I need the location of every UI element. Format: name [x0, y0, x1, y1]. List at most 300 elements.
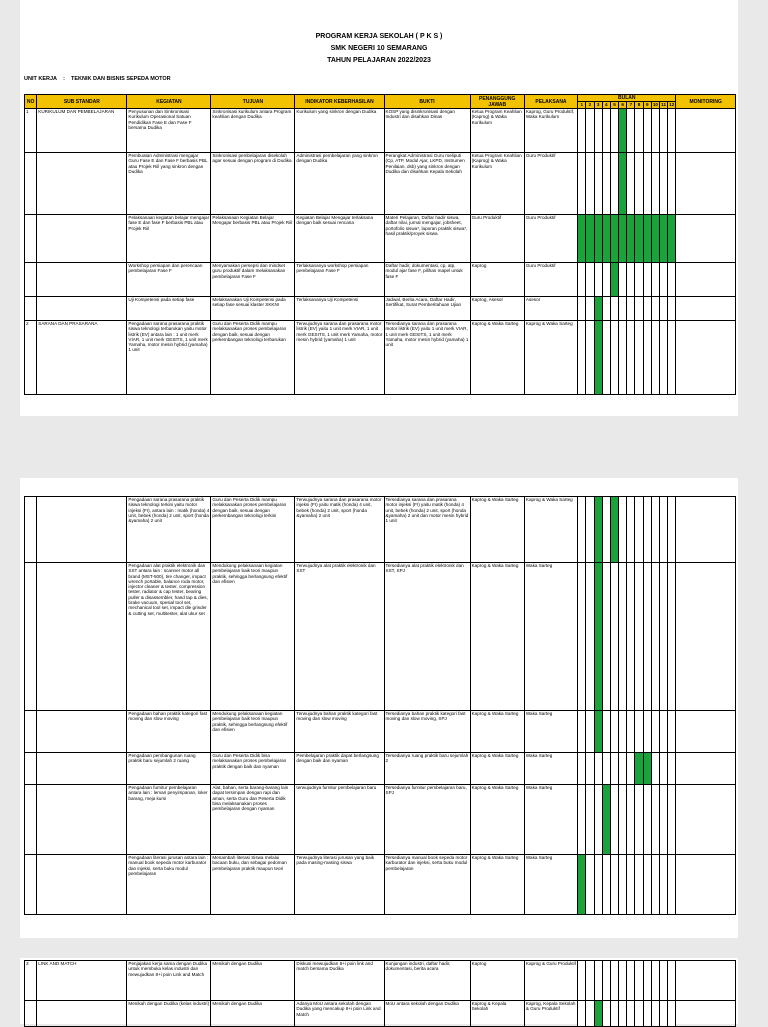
month-cell	[643, 785, 651, 855]
cell-sub-standar	[37, 215, 127, 263]
doc-title-line-2: SMK NEGERI 10 SEMARANG	[330, 45, 428, 52]
table-row	[25, 1001, 736, 1027]
cell-indikator: Pembelajaran praktik dapat berlangsung dengan baik dan nyaman	[295, 753, 384, 785]
cell-kegiatan: Pengadaan furnitur pembelajaran antara lain : lemari penyimpanan, loker barang, meja kursi	[127, 785, 211, 855]
month-cell	[619, 263, 627, 297]
cell-no: 3	[25, 961, 37, 1001]
cell-sub-standar	[37, 297, 127, 321]
month-cell	[586, 711, 594, 753]
cell-monitoring	[676, 785, 736, 855]
cell-penanggung-jawab: Kaprog & Waka Sarteg	[470, 785, 524, 855]
cell-indikator: Terwujudnya sarana dan prasarana motor injeksi (FI) yaitu matik (honda) 4 unit, bebek (honda) 2 unit, sport (honda &yamaha) 2 unit	[295, 497, 384, 563]
month-cell	[578, 297, 586, 321]
month-cell	[610, 297, 618, 321]
month-cell	[651, 1001, 659, 1027]
cell-tujuan: Melaksanakan Uji Kompetensi pada setiap fase sesuai klaster SKKNI	[211, 297, 295, 321]
month-cell	[627, 711, 635, 753]
month-cell	[635, 497, 643, 563]
month-cell	[668, 563, 676, 711]
header-indikator: INDIKATOR KEBERHASILAN	[295, 95, 384, 109]
table-row	[25, 855, 736, 915]
cell-sub-standar: KURIKULUM DAN PEMBELAJARAN	[37, 109, 127, 153]
month-cell	[602, 109, 610, 153]
month-cell	[668, 297, 676, 321]
header-tujuan: TUJUAN	[211, 95, 295, 109]
month-cell	[619, 497, 627, 563]
month-cell	[660, 109, 668, 153]
month-cell	[578, 1001, 586, 1027]
cell-tujuan: Menambah literasi Siswa melalui bacaan buku, dan sebagai pedoman pembelajaran praktik maupun teori	[211, 855, 295, 915]
month-cell	[668, 961, 676, 1001]
month-cell	[635, 563, 643, 711]
month-cell-active	[651, 215, 659, 263]
month-header-12: 12	[669, 102, 675, 107]
table-row	[25, 109, 736, 153]
month-cell	[651, 153, 659, 215]
month-cell-active	[619, 153, 627, 215]
month-cell	[660, 1001, 668, 1027]
cell-bukti: Kunjungan industri, daftar hadir, dokumentasi, berita acara	[384, 961, 470, 1001]
cell-kegiatan: Pengadaan pembangunan ruang praktik baru sejumlah 2 ruang	[127, 753, 211, 785]
cell-monitoring	[676, 263, 736, 297]
month-cell	[668, 497, 676, 563]
month-cell-active	[594, 497, 602, 563]
unit-value: TEKNIK DAN BISNIS SEPEDA MOTOR	[71, 76, 171, 82]
month-header-8: 8	[635, 102, 643, 109]
cell-pelaksana: Waka Sarteg	[524, 563, 577, 711]
cell-kegiatan: Pelaksanaan kegiatan belajar mengajar fase E dan fase F berbasis PBL atau Projek Riil	[127, 215, 211, 263]
table-row	[25, 297, 736, 321]
cell-bukti: Perangkat Administrasi Guru meliputi (Cp, ATP, Modul Ajar, LKPD, Instrumen Penilaian, dsb) yang sinkron dengan Dudika dan disahkan Kepala Sekolah	[384, 153, 470, 215]
cell-pelaksana: Guru Produktif	[524, 263, 577, 297]
cell-tujuan: Alat, bahan, serta barang-barang lain dapat tersimpan dengan rapi dan aman, serta Guru dan Peserta Didik bisa melaksanakan proses pembelajaran dengan nyaman	[211, 785, 295, 855]
cell-monitoring	[676, 855, 736, 915]
cell-sub-standar	[37, 1001, 127, 1027]
month-cell	[643, 563, 651, 711]
month-cell	[660, 855, 668, 915]
month-cell	[594, 109, 602, 153]
cell-kegiatan: Menikah dengan Dudika (kelas industri)	[127, 1001, 211, 1027]
month-header-4: 4	[602, 102, 610, 109]
header-penanggung: PENANGGUNG JAWAB	[470, 95, 524, 109]
cell-penanggung-jawab: Kaprog	[470, 263, 524, 297]
pks-table-part-1	[24, 94, 736, 395]
month-cell-active	[610, 263, 618, 297]
month-cell-active	[594, 297, 602, 321]
month-cell-active	[586, 215, 594, 263]
header-sub-standar: SUB STANDAR	[37, 95, 127, 109]
cell-tujuan: Menikah dengan Dudika	[211, 961, 295, 1001]
cell-tujuan: Guru dan Peserta Didik mampu melaksanakan proses pembelajaran dengan baik, sesuai dengan perkembangan teknologi terbarukan	[211, 321, 295, 395]
month-cell	[602, 1001, 610, 1027]
cell-tujuan: Pelaksanaan Kegiatan Belajar Mengajar berbasis PBL atau Projek Riil	[211, 215, 295, 263]
month-cell	[586, 297, 594, 321]
month-cell-active	[602, 215, 610, 263]
cell-kegiatan: Pengadaan literasi jurusan antara lain : manual book sepeda motor karburator dan injeksi, serta buku modul pembelajaran	[127, 855, 211, 915]
month-cell	[643, 297, 651, 321]
cell-monitoring	[676, 961, 736, 1001]
month-cell	[610, 711, 618, 753]
cell-monitoring	[676, 497, 736, 563]
month-cell	[643, 711, 651, 753]
month-cell-active	[578, 215, 586, 263]
month-header-5: 5	[610, 102, 618, 109]
cell-tujuan: Mendukung pelaksanaan kegiatan pembelajaran baik teori maupun praktik, sehingga berlangsung efektif dan efisien	[211, 711, 295, 753]
month-cell	[610, 753, 618, 785]
month-cell	[602, 263, 610, 297]
pks-grid	[24, 94, 736, 395]
month-header-6: 6	[619, 102, 627, 109]
cell-bukti: MoU antara sekolah dengan Dudika	[384, 1001, 470, 1027]
month-header-1: 1	[578, 102, 586, 109]
cell-sub-standar	[37, 563, 127, 711]
month-cell	[651, 961, 659, 1001]
month-cell	[660, 961, 668, 1001]
month-cell	[602, 855, 610, 915]
month-cell	[602, 961, 610, 1001]
cell-monitoring	[676, 109, 736, 153]
month-cell	[602, 497, 610, 563]
header-no: NO	[25, 95, 37, 109]
cell-bukti: Materi Pelajaran, Daftar hadir siswa, daftar nilai, jurnal mengajar, jobsheet, portofolio siswa*, laporan praktik siswa*, hasil praktik/proyek siswa	[384, 215, 470, 263]
month-cell	[594, 855, 602, 915]
cell-kegiatan: Pembuatan Administrasi mengajar Guru Fase E dan Fase F berbasis PBL atau Projek Riil yang sinkron dengan Dudika	[127, 153, 211, 215]
table-row	[25, 321, 736, 395]
header-monitoring: MONITORING	[676, 95, 736, 109]
cell-sub-standar	[37, 497, 127, 563]
month-cell	[594, 263, 602, 297]
pks-table-part-3	[24, 960, 736, 1027]
cell-pelaksana: Waka Sarteg	[524, 785, 577, 855]
month-header-9: 9	[643, 102, 651, 109]
month-cell	[610, 961, 618, 1001]
cell-bukti: Tersedianya sarana dan prasarana motor listrik (EV) yaitu 1 unit merk VIAR, 1 unit merk GESITS, 1 unit merk Yamaha, motor mesin hybrid (yamaha) 1 unit	[384, 321, 470, 395]
cell-no: 1	[25, 109, 37, 153]
month-cell	[627, 855, 635, 915]
cell-indikator: Terlaksananya workshop persiapan pembelajaran Fase F	[295, 263, 384, 297]
month-cell	[578, 153, 586, 215]
month-cell	[602, 153, 610, 215]
month-cell	[610, 785, 618, 855]
month-cell	[643, 497, 651, 563]
table-row	[25, 263, 736, 297]
month-cell	[610, 153, 618, 215]
cell-pelaksana: Waka Sarteg	[524, 855, 577, 915]
cell-bukti: Tersedianya furnitur pembelajaran baru, SPJ	[384, 785, 470, 855]
header-bulan: BULAN	[578, 95, 676, 102]
cell-monitoring	[676, 753, 736, 785]
cell-indikator: Terwujudnya alat praktik elektronik dan SST	[295, 563, 384, 711]
month-cell	[586, 153, 594, 215]
month-cell	[651, 563, 659, 711]
month-cell	[635, 321, 643, 395]
pks-table-part-2	[24, 496, 736, 915]
cell-no	[25, 785, 37, 855]
month-cell-active	[627, 215, 635, 263]
month-cell	[635, 855, 643, 915]
month-cell	[627, 263, 635, 297]
cell-kegiatan: Pengadaan bahan praktik kategori fast moving dan slow moving	[127, 711, 211, 753]
month-cell-active	[660, 215, 668, 263]
cell-sub-standar	[37, 263, 127, 297]
month-cell	[586, 753, 594, 785]
doc-title-line-3: TAHUN PELAJARAN 2022/2023	[327, 57, 431, 64]
month-cell	[627, 785, 635, 855]
month-cell	[668, 263, 676, 297]
month-cell	[643, 1001, 651, 1027]
header-bukti: BUKTI	[384, 95, 470, 109]
month-cell	[651, 321, 659, 395]
cell-monitoring	[676, 215, 736, 263]
header-kegiatan: KEGIATAN	[127, 95, 211, 109]
cell-sub-standar	[37, 785, 127, 855]
cell-sub-standar: SARANA DAN PRASARANA	[37, 321, 127, 395]
month-cell-active	[578, 855, 586, 915]
month-cell	[627, 1001, 635, 1027]
cell-pelaksana: Waka Sarteg	[524, 753, 577, 785]
cell-indikator: Kurikulum yang sinkron dengan Dudika	[295, 109, 384, 153]
month-cell	[635, 153, 643, 215]
table-row	[25, 497, 736, 563]
header-row	[25, 95, 736, 102]
pks-grid	[24, 960, 736, 1027]
cell-sub-standar	[37, 153, 127, 215]
month-cell	[643, 109, 651, 153]
cell-kegiatan: Pengadaan sarana prasarana praktik siswa teknologi terbarukan yaitu motor listrik (EV) antara lain : 1 unit merk VIAR, 1 unit merk GESITS, 1 unit merk Yamaha, motor mesin hybrid (yamaha) 1 unit	[127, 321, 211, 395]
unit-separator: :	[63, 76, 65, 82]
cell-indikator: Terwujudnya bahan praktik kategori fast moving dan slow moving	[295, 711, 384, 753]
month-header-2: 2	[586, 102, 594, 109]
month-cell	[586, 263, 594, 297]
month-cell	[594, 785, 602, 855]
month-cell	[651, 497, 659, 563]
cell-penanggung-jawab: Ketua Program Keahlian (Kaprog) & Waka Kurikulum	[470, 153, 524, 215]
month-cell	[651, 855, 659, 915]
month-cell	[627, 297, 635, 321]
cell-monitoring	[676, 153, 736, 215]
month-cell	[578, 321, 586, 395]
month-header-3: 3	[594, 102, 602, 109]
month-cell	[643, 153, 651, 215]
cell-monitoring	[676, 297, 736, 321]
cell-kegiatan: Penjajakan kerja sama dengan Dudika untuk membuka kelas industri dan mewujudkan 8+i poin Link and Match	[127, 961, 211, 1001]
cell-no	[25, 753, 37, 785]
month-cell	[660, 497, 668, 563]
cell-monitoring	[676, 321, 736, 395]
month-cell-active	[610, 497, 618, 563]
month-cell	[668, 321, 676, 395]
month-cell	[578, 263, 586, 297]
cell-kegiatan: Pengadaan sarana prasarana praktik siswa teknologi terkini yaitu motor injeksi (FI), antara lain : matik (honda) 4 unit, bebek (honda) 2 unit, sport (honda &yamaha) 2 unit	[127, 497, 211, 563]
table-row	[25, 711, 736, 753]
unit-label: UNIT KERJA	[24, 76, 58, 82]
cell-penanggung-jawab: Kaprog & Kepala Sekolah	[470, 1001, 524, 1027]
month-cell	[578, 785, 586, 855]
month-cell	[610, 563, 618, 711]
month-cell	[610, 109, 618, 153]
month-cell	[586, 785, 594, 855]
month-cell	[619, 563, 627, 711]
cell-pelaksana: Kaprog & Waka Sarteg	[524, 321, 577, 395]
cell-no	[25, 711, 37, 753]
month-cell-active	[635, 215, 643, 263]
month-cell	[651, 263, 659, 297]
month-cell	[660, 563, 668, 711]
cell-tujuan: Guru dan Peserta Didik mampu melaksanakan proses pembelajaran dengan baik, sesuai dengan perkembangan teknologi terkini	[211, 497, 295, 563]
month-cell	[602, 297, 610, 321]
month-cell	[594, 961, 602, 1001]
month-cell	[619, 321, 627, 395]
month-cell	[602, 563, 610, 711]
month-cell	[635, 785, 643, 855]
month-cell-active	[668, 215, 676, 263]
month-cell	[668, 711, 676, 753]
cell-tujuan: Sinkronisasi kurikulum antara Program keahlian dengan Dudika	[211, 109, 295, 153]
month-cell	[586, 321, 594, 395]
cell-kegiatan: Pengadaan alat praktik elektronik dan SST antara lain : scanner motor all brand (MST-500), tire changer, impact wrench portable, balance roda motor, injector cleaner & tester, compression tester, radiator & cap tester, bearing puller & disassembler, hand tap & dies, brake vacuum, spesial tool set, mechanical tool set, impact die grinder & cutting set, multitester, alat ukur set	[127, 563, 211, 711]
month-cell	[651, 109, 659, 153]
cell-kegiatan: Workshop persiapan dan perencaan pembelajaran Fase F	[127, 263, 211, 297]
month-cell	[586, 1001, 594, 1027]
month-cell	[660, 711, 668, 753]
month-cell-active	[643, 215, 651, 263]
cell-indikator: Terwujudnya sarana dan prasarana motor listrik (EV) yaitu 1 unit merk VIAR, 1 unit merk GESITS, 1 unit merk Yamaha, motor mesin hybrid (yamaha) 1 unit	[295, 321, 384, 395]
month-cell	[651, 711, 659, 753]
month-cell	[651, 297, 659, 321]
month-cell	[627, 497, 635, 563]
month-cell-active	[643, 753, 651, 785]
month-cell	[578, 753, 586, 785]
month-cell	[586, 497, 594, 563]
month-cell	[651, 753, 659, 785]
cell-penanggung-jawab: Kaprog & Waka Sarteg	[470, 497, 524, 563]
month-cell	[586, 109, 594, 153]
cell-tujuan: Mendukung pelaksanaan kegiatan pembelajaran baik teori maupun praktik, sehingga berlangsung efektif dan efisien	[211, 563, 295, 711]
month-cell	[619, 297, 627, 321]
month-cell	[586, 855, 594, 915]
cell-indikator: Diskusi mewujudkan 8+i poin link and match bersama Dudika	[295, 961, 384, 1001]
cell-no	[25, 1001, 37, 1027]
cell-penanggung-jawab: Guru Produktif	[470, 215, 524, 263]
cell-penanggung-jawab: Kaprog & Waka Sarteg	[470, 563, 524, 711]
pks-grid	[24, 496, 736, 915]
month-cell-active	[602, 785, 610, 855]
cell-indikator: Terwujudnya literasi jurusan yang baik pada masing-masing siswa	[295, 855, 384, 915]
cell-pelaksana: Kaprog, Kepala Sekolah & Guru Produktif	[524, 1001, 577, 1027]
month-cell	[635, 961, 643, 1001]
table-row	[25, 753, 736, 785]
cell-sub-standar: LINK AND MATCH	[37, 961, 127, 1001]
cell-monitoring	[676, 1001, 736, 1027]
month-cell	[578, 109, 586, 153]
cell-bukti: KOSP yang disinkronisasi dengan Industri dan disahkan Dinas	[384, 109, 470, 153]
month-cell-active	[610, 215, 618, 263]
cell-tujuan: Guru dan Peserta Didik bisa melaksanakan proses pembelajaran praktik dengan baik dan nyaman	[211, 753, 295, 785]
cell-pelaksana: Kaprog, Guru Produktif, Waka Kurikulum	[524, 109, 577, 153]
table-row	[25, 563, 736, 711]
table-row	[25, 785, 736, 855]
month-cell	[619, 855, 627, 915]
cell-bukti: Tersedianya sarana dan prasarana motor injeksi (FI) yaitu matik (honda) 4 unit, bebek (honda) 2 unit, sport (honda &yamaha) 2 unit dan motor mesin hybrid 1 unit	[384, 497, 470, 563]
month-cell	[578, 497, 586, 563]
cell-no	[25, 263, 37, 297]
month-cell	[627, 153, 635, 215]
month-cell	[627, 321, 635, 395]
cell-bukti: Jadwal, Berita Acara, Daftar Hadir, Sertifikat, Surat Pemberitahuan Ujian	[384, 297, 470, 321]
cell-bukti: Tersedianya manual book sepeda motor karburator dan injeksi, serta buku modul pembelajaran	[384, 855, 470, 915]
month-cell	[619, 785, 627, 855]
month-cell	[668, 1001, 676, 1027]
month-cell	[660, 263, 668, 297]
month-cell	[619, 711, 627, 753]
cell-no: 2	[25, 321, 37, 395]
month-cell	[668, 109, 676, 153]
header-pelaksana: PELAKSANA	[524, 95, 577, 109]
unit-kerja-line	[24, 76, 171, 82]
cell-indikator: Kegiatan Belajar Mengajar terlaksana dengan baik sesuai rencana	[295, 215, 384, 263]
table-row	[25, 153, 736, 215]
cell-penanggung-jawab: Kaprog	[470, 961, 524, 1001]
month-cell	[586, 961, 594, 1001]
month-cell	[578, 563, 586, 711]
month-cell-active	[619, 109, 627, 153]
cell-indikator: terwujudnya furnitur pembelajaran baru	[295, 785, 384, 855]
table-row	[25, 961, 736, 1001]
month-cell	[635, 263, 643, 297]
cell-bukti: Tersedianya bahan praktik kategori fast moving dan slow moving, SPJ	[384, 711, 470, 753]
month-cell	[602, 321, 610, 395]
month-cell-active	[635, 753, 643, 785]
month-cell	[619, 1001, 627, 1027]
month-cell	[668, 153, 676, 215]
cell-bukti: Tersedianya ruang praktik baru sejumlah 2	[384, 753, 470, 785]
month-cell	[643, 321, 651, 395]
month-cell-active	[594, 215, 602, 263]
cell-pelaksana: Kaprog & Guru Produktif	[524, 961, 577, 1001]
cell-tujuan: Sinkronisasi pembelajaran disekolah agar sesuai dengan program di Dudika	[211, 153, 295, 215]
sheet-page-2	[20, 478, 738, 938]
month-cell	[660, 785, 668, 855]
month-cell	[619, 961, 627, 1001]
cell-bukti: Daftar hadir, dokumentasi, cp, atp, modul ajar fase F, pilihan mapel untuk fase F	[384, 263, 470, 297]
table-row	[25, 215, 736, 263]
month-cell-active	[594, 321, 602, 395]
month-cell	[643, 263, 651, 297]
cell-penanggung-jawab: Kaprog, Asesor	[470, 297, 524, 321]
cell-no	[25, 297, 37, 321]
cell-tujuan: Menikah dengan Dudika	[211, 1001, 295, 1027]
cell-kegiatan: Penyusunan dan Sinkronisasi Kurikulum Operasional Satuan Pendidikan Fase E dan Fase F bersama Dudika	[127, 109, 211, 153]
cell-no	[25, 855, 37, 915]
month-cell	[602, 711, 610, 753]
cell-monitoring	[676, 563, 736, 711]
month-cell	[660, 153, 668, 215]
month-header-10: 10	[652, 102, 658, 107]
month-cell	[627, 961, 635, 1001]
cell-penanggung-jawab: Kaprog & Waka Sarteg	[470, 321, 524, 395]
month-cell	[610, 1001, 618, 1027]
month-cell	[602, 753, 610, 785]
cell-sub-standar	[37, 855, 127, 915]
cell-kegiatan: Uji Kompetensi pada setiap fase	[127, 297, 211, 321]
cell-indikator: Adanya MoU antara sekolah dengan Dudika yang mencakup 8+i poin Link and Match	[295, 1001, 384, 1027]
month-cell-active	[594, 1001, 602, 1027]
cell-pelaksana: Guru Produktif	[524, 215, 577, 263]
month-cell	[660, 753, 668, 785]
cell-no	[25, 563, 37, 711]
cell-pelaksana: Kaprog & Waka Sarteg	[524, 497, 577, 563]
month-cell	[619, 753, 627, 785]
